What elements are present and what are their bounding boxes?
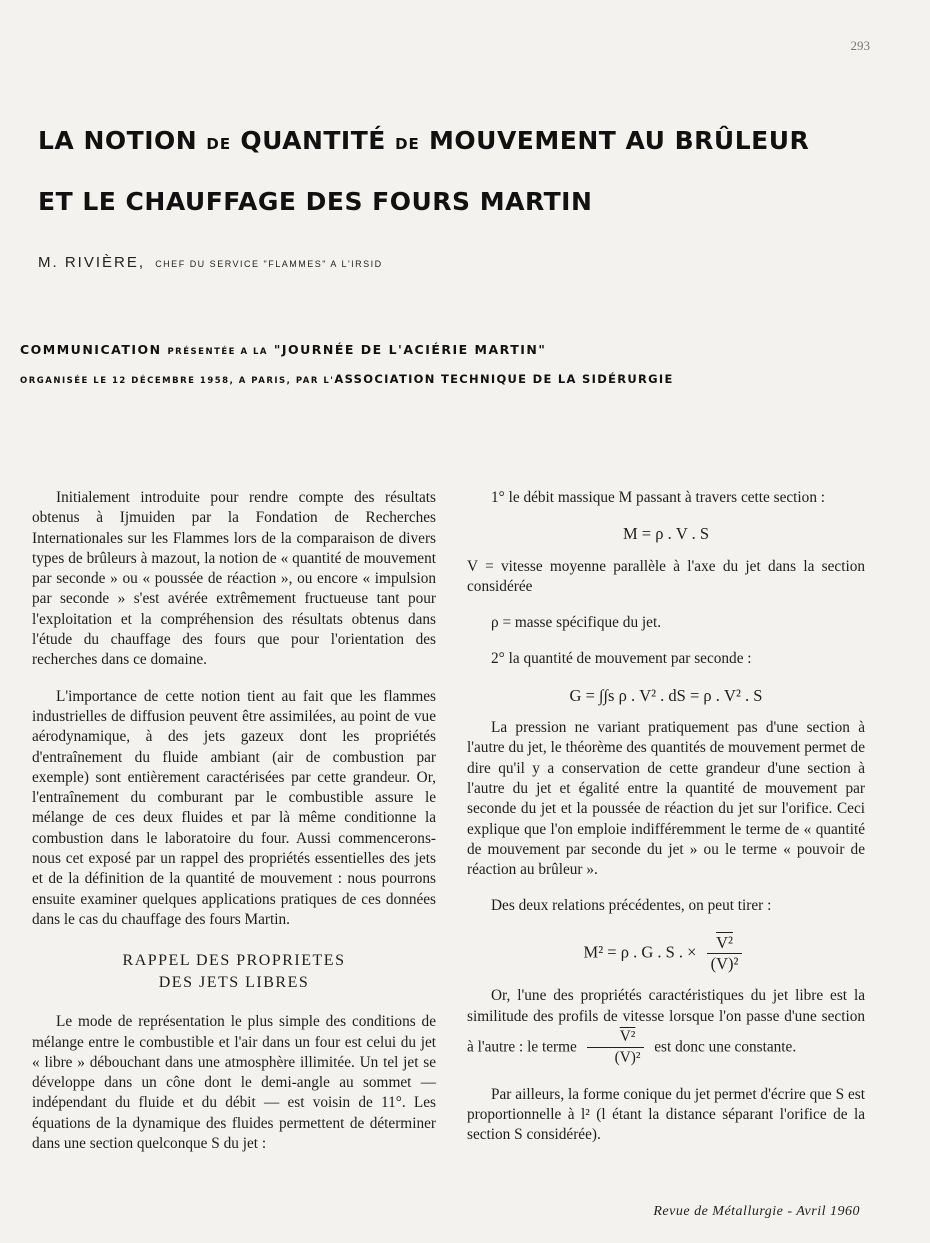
heading-line: DES JETS LIBRES xyxy=(158,974,310,992)
fraction xyxy=(587,1027,645,1069)
paragraph: Des deux relations précédentes, on peut tirer : xyxy=(491,897,772,915)
communication-line-2 xyxy=(20,372,900,386)
comm-word: "JOURNÉE DE L'ACIÉRIE MARTIN" xyxy=(273,342,547,357)
paragraph xyxy=(467,986,865,1068)
formula-mass-squared xyxy=(467,933,865,975)
formula-momentum: G = ∫∫s ρ . V² . dS = ρ . V² . S xyxy=(569,685,763,705)
formula-mass-flow: M = ρ . V . S xyxy=(622,524,709,544)
article-title xyxy=(38,112,898,231)
left-column xyxy=(32,488,436,1170)
comm-word: PRÉSENTÉE A LA xyxy=(167,347,268,357)
paragraph: V = vitesse moyenne parallèle à l'axe du jet dans la section considérée xyxy=(467,557,865,595)
author-role: CHEF DU SERVICE "FLAMMES" A L'IRSID xyxy=(155,259,383,269)
journal-footer: Revue de Métallurgie - Avril 1960 xyxy=(653,1204,860,1219)
paragraph: ρ = masse spécifique du jet. xyxy=(491,614,662,632)
paragraph: Par ailleurs, la forme conique du jet permet d'écrire que S est proportionnelle à l² (l étant la distance séparant l'orifice de la section S considérée). xyxy=(467,1085,865,1144)
author-line xyxy=(38,254,383,271)
title-word: LA NOTION xyxy=(38,126,198,155)
section-heading xyxy=(32,950,436,994)
paragraph: La pression ne variant pratiquement pas d'une section à l'autre du jet, le théorème des quantités de mouvement permet de dire qu'il y a conservation de cette grandeur d'une section à l'autre du jet et égalité entre la quantité de mouvement par seconde du jet et la poussée de réaction du jet sur l'orifice. Ceci explique que l'on emploie indifféremment le terme de « quantité de mouvement par seconde du jet » ou le terme « pouvoir de réaction au brûleur ». xyxy=(467,719,865,879)
text-run: est donc une constante. xyxy=(654,1038,797,1056)
text-run: Or, l'une des propriétés caractéristiques du jet libre est la similitude des profils de vitesse lorsque l'on passe d'une section à l'autre : le terme xyxy=(467,987,865,1056)
comm-word: ASSOCIATION TECHNIQUE DE LA SIDÉRURGIE xyxy=(334,372,674,386)
fraction-numerator: V² xyxy=(707,933,743,954)
communication-line-1 xyxy=(20,342,900,357)
fraction-denominator: (V)² xyxy=(710,954,739,974)
title-line-2: ET LE CHAUFFAGE DES FOURS MARTIN xyxy=(38,187,593,216)
title-word: MOUVEMENT AU BRÛLEUR xyxy=(429,126,810,155)
title-word: DE xyxy=(206,135,232,153)
heading-line: RAPPEL DES PROPRIETES xyxy=(122,952,346,970)
fraction xyxy=(707,933,743,975)
author-name: M. RIVIÈRE, xyxy=(38,254,146,271)
paragraph: Le mode de représentation le plus simple des conditions de mélange entre le combustible et l'air dans un four est celui du jet « libre » débouchant dans une atmosphère illimitée. Un tel jet se développe dans un cône dont le demi-angle au sommet — indépendant du fluide et du débit — est voisin de 11°. Les équations de la dynamique des fluides permettent de déterminer dans une section quelconque S du jet : xyxy=(32,1013,436,1153)
page-number: 293 xyxy=(850,38,870,53)
comm-word: ORGANISÉE LE 12 DÉCEMBRE 1958, A PARIS, PAR L' xyxy=(20,376,335,386)
paragraph: 2° la quantité de mouvement par seconde : xyxy=(491,650,752,668)
formula-lhs: M² = ρ . G . S . × xyxy=(583,942,697,962)
comm-word: COMMUNICATION xyxy=(20,342,162,357)
paragraph: L'importance de cette notion tient au fait que les flammes industrielles de diffusion peuvent être assimilées, au point de vue aérodynamique, à des jets gazeux dont les propriétés d'entraînement du fluide ambiant (air de combustion par exemple) sont entièrement caractérisées par cette grandeur. Or, l'entraînement du comburant par le combustible assure le mélange de ces deux fluides et par là même conditionne la combustion dans le laboratoire du four. Aussi commencerons-nous cet exposé par un rappel des propriétés essentielles des jets et de la définition de la quantité de mouvement : nous pourrons ensuite examiner quelques applications pratiques de ces données dans le cas du chauffage des fours Martin. xyxy=(32,687,436,928)
fraction-numerator: V² xyxy=(587,1027,645,1048)
paragraph: 1° le débit massique M passant à travers cette section : xyxy=(491,489,826,506)
right-column xyxy=(467,488,865,1161)
fraction-denominator: (V)² xyxy=(614,1049,641,1067)
paragraph: Initialement introduite pour rendre compte des résultats obtenus à Ijmuiden par la Fondation de Recherches Internationales sur les Flammes lors de la comparaison de divers types de brûleurs à mazout, la notion de « quantité de mouvement par seconde » ou « poussée de réaction », ou encore « impulsion par seconde » s'est avérée extrêmement fructueuse tant pour l'exploitation et la compréhension des résultats obtenus dans l'étude du chauffage des fours que pour l'orientation des recherches dans ce domaine. xyxy=(32,489,436,669)
title-word: QUANTITÉ xyxy=(240,126,386,155)
title-word: DE xyxy=(395,135,420,153)
